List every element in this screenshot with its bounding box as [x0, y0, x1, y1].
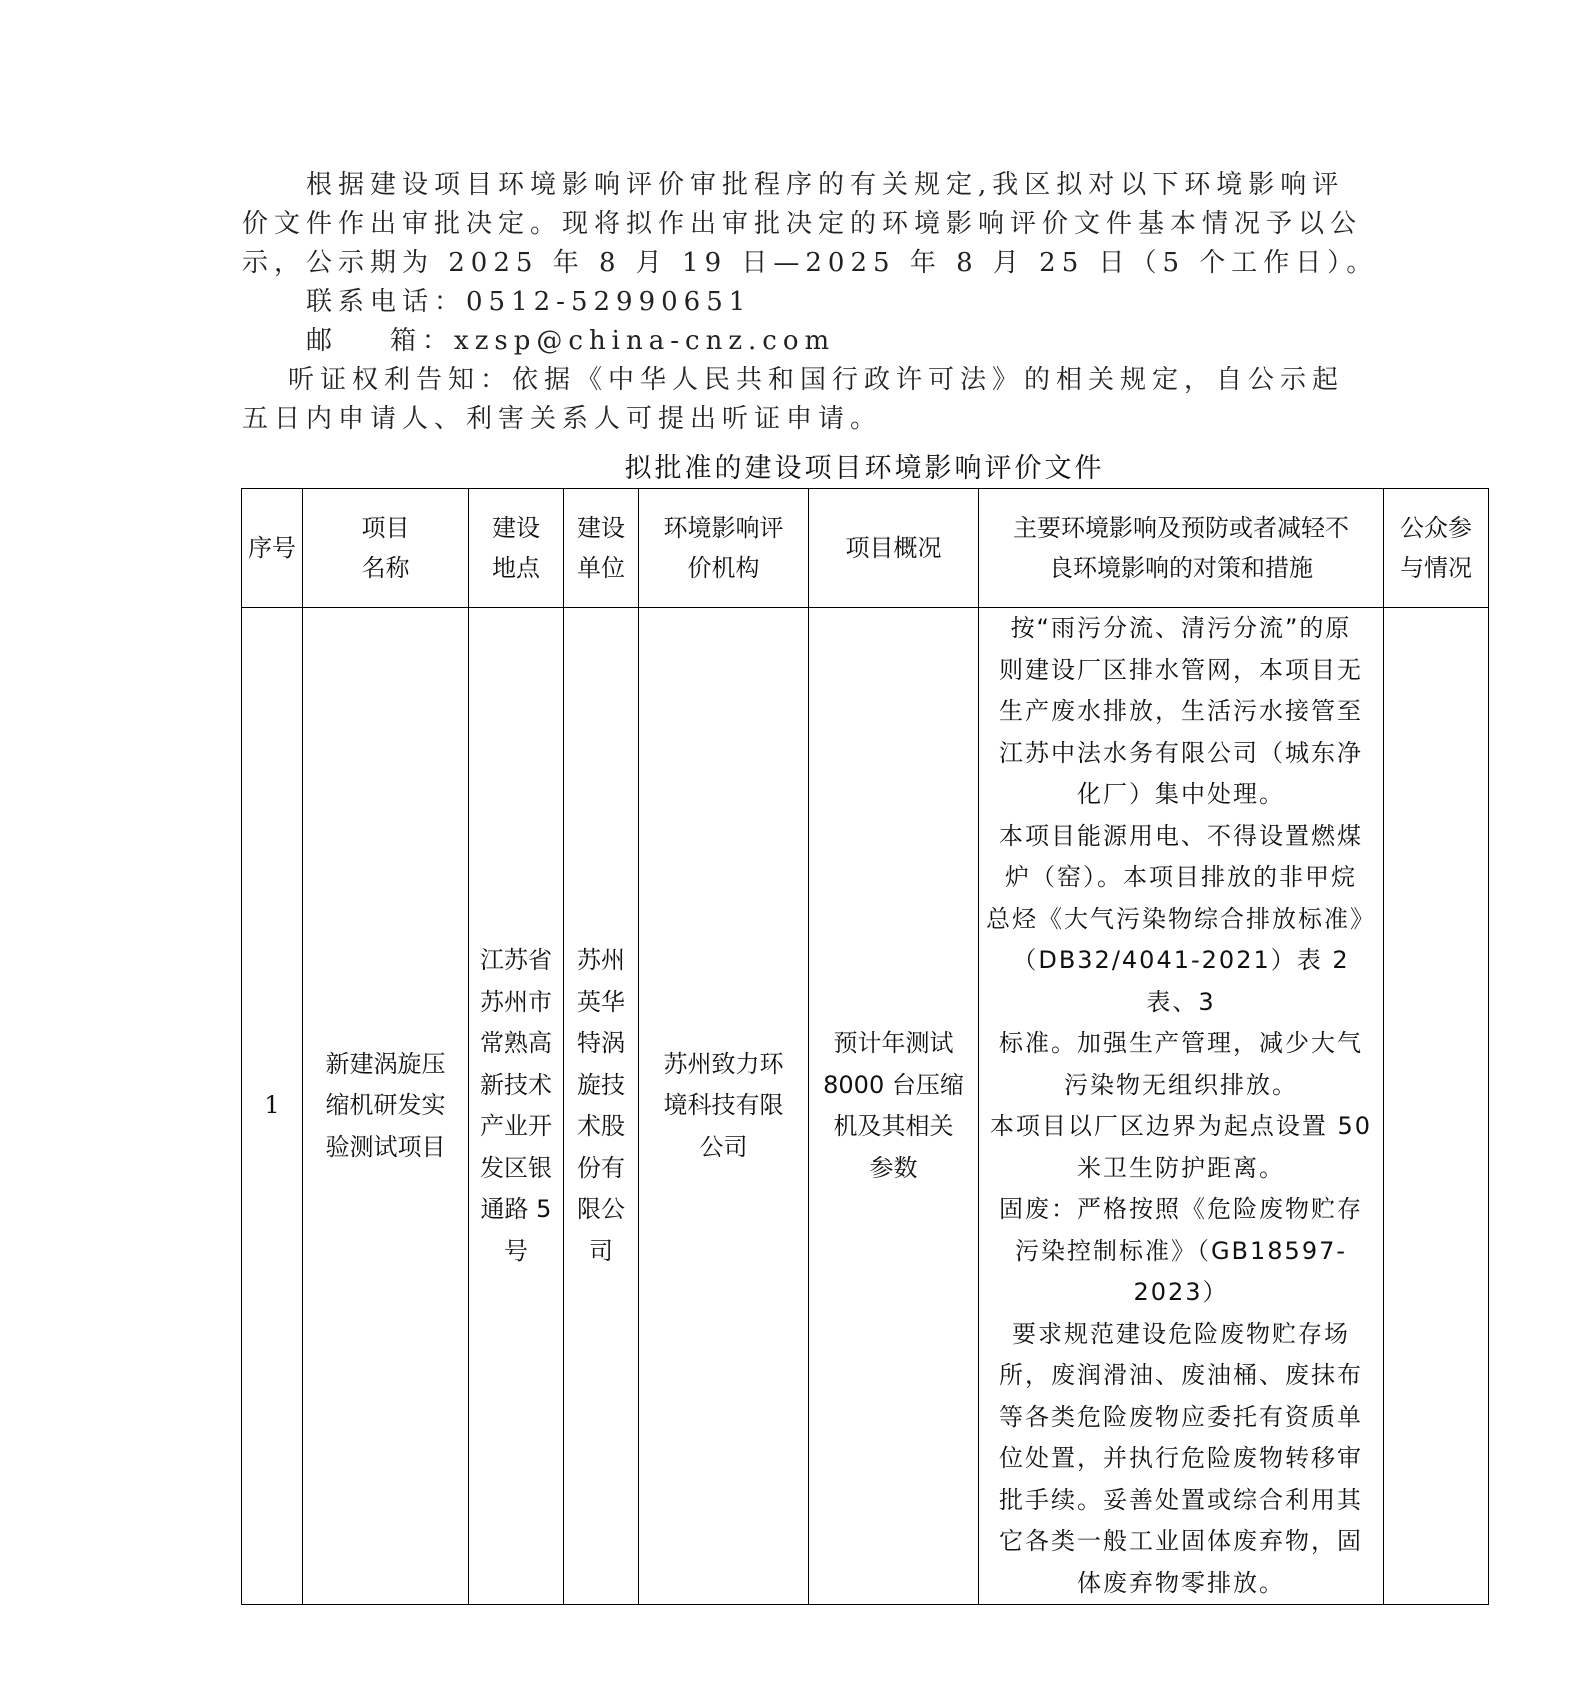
hearing-line-1: 听证权利告知：依据《中华人民共和国行政许可法》的相关规定，自公示起 [288, 365, 1345, 395]
phone-label: 联系电话： [306, 287, 467, 317]
row-index: 1 [242, 608, 303, 1605]
row-project-name: 新建涡旋压 缩机研发实 验测试项目 [303, 608, 469, 1605]
email-label-2: 箱： [390, 326, 455, 356]
contact-phone [242, 283, 1347, 322]
notice-text [242, 166, 1379, 439]
notice-line-2: 价文件作出审批决定。现将拟作出审批决定的环境影响评价文件基本情况予以公 [242, 209, 1363, 239]
contact-email [242, 322, 1347, 361]
table-row [242, 608, 1489, 1605]
header-location: 建设 地点 [469, 489, 564, 608]
notice-line-3: 示，公示期为 2025 年 8 月 19 日—2025 年 8 月 25 日（5 个工作日）。 [242, 248, 1379, 278]
eia-table [241, 488, 1489, 1605]
row-eia-agency: 苏州致力环 境科技有限 公司 [639, 608, 809, 1605]
table-header-row [242, 489, 1489, 608]
header-measures: 主要环境影响及预防或者减轻不 良环境影响的对策和措施 [979, 489, 1384, 608]
row-overview: 预计年测试 8000 台压缩 机及其相关 参数 [809, 608, 979, 1605]
email-address: xzsp@china-cnz.com [454, 326, 836, 356]
row-public-participation [1384, 608, 1489, 1605]
row-location: 江苏省 苏州市 常熟高 新技术 产业开 发区银 通路 5 号 [469, 608, 564, 1605]
phone-number: 0512-52990651 [466, 287, 752, 317]
header-public-participation: 公众参 与情况 [1384, 489, 1489, 608]
email-label-1: 邮 [306, 326, 339, 356]
header-overview: 项目概况 [809, 489, 979, 608]
row-measures: 按“雨污分流、清污分流”的原 则建设厂区排水管网，本项目无 生产废水排放，生活污水接管至 江苏中法水务有限公司（城东净 化厂）集中处理。 本项目能源用电、不得设置燃煤 炉（窑）。本项目排放的非甲烷 总烃《大气污染物综合排放标准》 （DB32/4041-2021）表 2 表、3 标准。加强生产管理，减少大气 污染物无组织排放。 本项目以厂区边界为起点设置 50 米卫生防护距离。 固废：严格按照《危险废物贮存 污染控制标准》（GB18597-2023） 要求规范建设危险废物贮存场 所，废润滑油、废油桶、废抹布 等各类危险废物应委托有资质单 位处置，并执行危险废物转移审 批手续。妥善处置或综合利用其 它各类一般工业固体废弃物，固 体废弃物零排放。 [979, 608, 1384, 1605]
row-unit: 苏州 英华 特涡 旋技 术股 份有 限公 司 [564, 608, 639, 1605]
header-unit: 建设 单位 [564, 489, 639, 608]
header-index: 序号 [242, 489, 303, 608]
table-title: 拟批准的建设项目环境影响评价文件 [624, 453, 1105, 484]
notice-line-1: 根据建设项目环境影响评价审批程序的有关规定,我区拟对以下环境影响评 [306, 170, 1345, 200]
header-eia-agency: 环境影响评 价机构 [639, 489, 809, 608]
hearing-line-2: 五日内申请人、利害关系人可提出听证申请。 [242, 404, 883, 434]
header-project-name: 项目 名称 [303, 489, 469, 608]
